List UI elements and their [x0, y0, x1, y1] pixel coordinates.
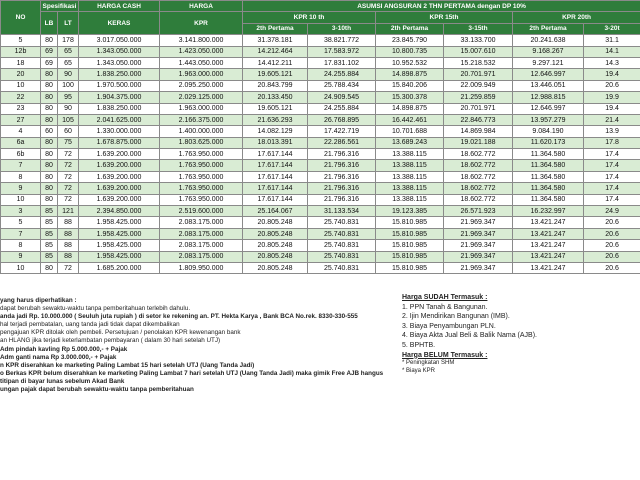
cell-lb: 85	[41, 240, 58, 251]
cell-kpr15-first: 13.689.243	[376, 137, 444, 148]
header-kpr15-rest: 3-15th	[444, 23, 513, 34]
cell-kpr15-rest: 18.602.772	[444, 149, 513, 160]
cell-harga-cash: 1.958.425.000	[79, 251, 160, 262]
cell-lt: 72	[58, 160, 79, 171]
cell-harga-cash: 1.639.200.000	[79, 171, 160, 182]
header-harga: HARGA	[160, 1, 243, 12]
cell-harga-cash: 1.838.250.000	[79, 103, 160, 114]
cell-kpr10-first: 20.133.450	[243, 92, 308, 103]
cell-no: 8	[1, 171, 41, 182]
header-no: NO	[1, 1, 41, 35]
table-row	[1, 92, 640, 103]
cell-no: 5	[1, 217, 41, 228]
cell-lb: 80	[41, 69, 58, 80]
cell-harga-cash: 1.343.050.000	[79, 46, 160, 57]
cell-lt: 100	[58, 80, 79, 91]
cell-harga-kpr: 1.963.000.000	[160, 69, 243, 80]
cell-kpr10-first: 18.013.391	[243, 137, 308, 148]
cell-kpr20-rest: 31.1	[584, 35, 640, 46]
cell-kpr10-rest: 25.740.831	[308, 228, 376, 239]
cell-kpr15-first: 15.810.985	[376, 240, 444, 251]
cell-kpr10-rest: 24.255.884	[308, 69, 376, 80]
cell-no: 6b	[1, 149, 41, 160]
table-row	[1, 171, 640, 182]
cell-harga-kpr: 1.803.625.000	[160, 137, 243, 148]
header-kpr10: KPR 10 th	[243, 12, 376, 23]
cell-kpr20-first: 9.084.190	[513, 126, 584, 137]
header-kpr10-first: 2th Pertama	[243, 23, 308, 34]
cell-kpr20-rest: 17.4	[584, 194, 640, 205]
included-item: 2. Ijin Mendirikan Bangunan (IMB).	[402, 313, 510, 321]
cell-kpr20-first: 20.241.638	[513, 35, 584, 46]
cell-harga-cash: 2.394.850.000	[79, 206, 160, 217]
cell-kpr20-first: 16.232.997	[513, 206, 584, 217]
cell-no: 20	[1, 69, 41, 80]
cell-kpr10-first: 14.082.129	[243, 126, 308, 137]
cell-no: 10	[1, 80, 41, 91]
header-kpr20-rest: 3-20t	[584, 23, 640, 34]
header-asumsi: ASUMSI ANGSURAN 2 THN PERTAMA dengan DP 10%	[243, 1, 640, 12]
included-item: 3. Biaya Penyambungan PLN.	[402, 322, 496, 330]
cell-kpr15-first: 15.810.985	[376, 251, 444, 262]
included-item: 5. BPHTB.	[402, 341, 436, 349]
cell-kpr15-rest: 15.218.532	[444, 57, 513, 68]
cell-lb: 69	[41, 46, 58, 57]
cell-lb: 85	[41, 251, 58, 262]
note-line: dapat berubah sewaktu-waktu tanpa pemberitahuan terlebih dahulu.	[0, 305, 191, 313]
cell-lt: 88	[58, 217, 79, 228]
cell-lt: 105	[58, 114, 79, 125]
cell-kpr15-rest: 14.869.984	[444, 126, 513, 137]
note-line: n KPR diserahkan ke marketing Paling Lambat 15 hari setelah UTJ (Uang Tanda Jadi)	[0, 361, 255, 369]
header-lb: LB	[41, 12, 58, 35]
table-row	[1, 46, 640, 57]
cell-kpr15-rest: 18.602.772	[444, 183, 513, 194]
cell-lb: 85	[41, 206, 58, 217]
cell-kpr10-rest: 21.796.316	[308, 183, 376, 194]
cell-harga-kpr: 1.443.050.000	[160, 57, 243, 68]
cell-kpr10-first: 17.617.144	[243, 160, 308, 171]
table-row	[1, 251, 640, 262]
cell-no: 7	[1, 160, 41, 171]
cell-harga-kpr: 2.029.125.000	[160, 92, 243, 103]
note-line: anda jadi Rp. 10.000.000 ( Seuluh juta rupiah ) di setor ke rekening an. PT. Hekta Karya , Bank BCA No.rek. 8330-330-555	[0, 313, 358, 321]
cell-harga-kpr: 1.763.950.000	[160, 149, 243, 160]
cell-kpr20-first: 13.421.247	[513, 262, 584, 273]
cell-kpr10-rest: 17.422.719	[308, 126, 376, 137]
cell-lt: 72	[58, 262, 79, 273]
cell-kpr10-rest: 21.796.316	[308, 160, 376, 171]
cell-kpr10-first: 25.164.067	[243, 206, 308, 217]
note-line: pengajuan KPR ditolak oleh pembeli. Persetujuan / penolakan KPR kewenangan bank	[0, 329, 241, 337]
cell-lt: 72	[58, 171, 79, 182]
cell-kpr15-rest: 15.007.610	[444, 46, 513, 57]
cell-kpr20-first: 11.620.173	[513, 137, 584, 148]
cell-kpr15-first: 13.388.115	[376, 183, 444, 194]
cell-harga-cash: 1.639.200.000	[79, 194, 160, 205]
header-kpr20: KPR 20th	[513, 12, 640, 23]
cell-lt: 72	[58, 194, 79, 205]
cell-harga-cash: 2.041.625.000	[79, 114, 160, 125]
cell-harga-kpr: 1.400.000.000	[160, 126, 243, 137]
note-line: titipan di bayar lunas sebelum Akad Bank	[0, 377, 125, 385]
cell-lb: 85	[41, 228, 58, 239]
cell-kpr15-rest: 20.701.971	[444, 103, 513, 114]
header-kpr15-first: 2th Pertama	[376, 23, 444, 34]
cell-kpr10-first: 20.805.248	[243, 240, 308, 251]
cell-kpr15-first: 10.701.688	[376, 126, 444, 137]
table-body	[1, 35, 640, 274]
cell-lb: 80	[41, 80, 58, 91]
cell-kpr15-first: 15.840.206	[376, 80, 444, 91]
cell-kpr15-rest: 21.969.347	[444, 240, 513, 251]
cell-lt: 72	[58, 149, 79, 160]
cell-kpr15-first: 15.810.985	[376, 228, 444, 239]
cell-kpr15-rest: 21.969.347	[444, 262, 513, 273]
cell-lt: 88	[58, 251, 79, 262]
cell-kpr15-rest: 22.846.773	[444, 114, 513, 125]
cell-lb: 80	[41, 149, 58, 160]
table-row	[1, 160, 640, 171]
cell-kpr20-first: 13.421.247	[513, 217, 584, 228]
cell-kpr20-rest: 21.4	[584, 114, 640, 125]
cell-kpr15-first: 10.800.735	[376, 46, 444, 57]
cell-harga-kpr: 2.166.375.000	[160, 114, 243, 125]
cell-kpr15-rest: 18.602.772	[444, 171, 513, 182]
cell-kpr15-first: 16.442.461	[376, 114, 444, 125]
table-row	[1, 114, 640, 125]
cell-kpr20-rest: 20.6	[584, 240, 640, 251]
cell-kpr20-rest: 20.6	[584, 251, 640, 262]
cell-kpr20-rest: 17.8	[584, 137, 640, 148]
cell-lt: 90	[58, 69, 79, 80]
cell-kpr15-first: 13.388.115	[376, 171, 444, 182]
table-row	[1, 35, 640, 46]
cell-kpr20-rest: 13.9	[584, 126, 640, 137]
cell-lt: 121	[58, 206, 79, 217]
cell-harga-cash: 1.958.425.000	[79, 217, 160, 228]
cell-kpr15-rest: 19.021.188	[444, 137, 513, 148]
cell-kpr10-first: 14.212.464	[243, 46, 308, 57]
table-row	[1, 149, 640, 160]
cell-kpr10-rest: 21.796.316	[308, 194, 376, 205]
cell-kpr20-first: 9.168.267	[513, 46, 584, 57]
header-spesifikasi: Spesifikasi	[41, 1, 79, 12]
cell-harga-cash: 1.904.375.000	[79, 92, 160, 103]
table-row	[1, 183, 640, 194]
cell-lb: 80	[41, 103, 58, 114]
cell-kpr20-first: 13.421.247	[513, 251, 584, 262]
cell-harga-kpr: 1.809.950.000	[160, 262, 243, 273]
table-row	[1, 80, 640, 91]
cell-no: 9	[1, 251, 41, 262]
cell-harga-cash: 1.685.200.000	[79, 262, 160, 273]
cell-harga-kpr: 2.083.175.000	[160, 217, 243, 228]
cell-kpr20-rest: 17.4	[584, 149, 640, 160]
cell-kpr15-first: 13.388.115	[376, 160, 444, 171]
cell-kpr15-rest: 18.602.772	[444, 160, 513, 171]
cell-kpr10-first: 17.617.144	[243, 171, 308, 182]
cell-no: 27	[1, 114, 41, 125]
table-row	[1, 228, 640, 239]
cell-no: 8	[1, 240, 41, 251]
cell-no: 10	[1, 262, 41, 273]
cell-lt: 88	[58, 240, 79, 251]
cell-kpr15-first: 14.898.875	[376, 103, 444, 114]
cell-kpr20-rest: 20.6	[584, 228, 640, 239]
cell-harga-kpr: 1.763.950.000	[160, 171, 243, 182]
cell-lt: 65	[58, 57, 79, 68]
note-line: Adm pindah kavling Rp 5.000.000,- + Pajak	[0, 345, 128, 353]
header-lt: LT	[58, 12, 79, 35]
cell-kpr20-rest: 17.4	[584, 160, 640, 171]
cell-kpr10-first: 21.636.293	[243, 114, 308, 125]
included-title: Harga SUDAH Termasuk :	[402, 294, 488, 301]
cell-kpr20-first: 12.646.997	[513, 103, 584, 114]
cell-kpr15-first: 13.388.115	[376, 149, 444, 160]
cell-no: 22	[1, 92, 41, 103]
cell-kpr20-first: 9.297.121	[513, 57, 584, 68]
cell-kpr20-first: 11.364.580	[513, 149, 584, 160]
cell-harga-kpr: 2.519.600.000	[160, 206, 243, 217]
cell-harga-cash: 1.838.250.000	[79, 69, 160, 80]
cell-no: 18	[1, 57, 41, 68]
note-line: an HLANG jika terjadi keterlambatan pembayaran ( dalam 30 hari setelah UTJ)	[0, 337, 221, 345]
cell-no: 6a	[1, 137, 41, 148]
cell-kpr20-first: 13.421.247	[513, 240, 584, 251]
cell-kpr10-first: 20.805.248	[243, 217, 308, 228]
cell-lb: 80	[41, 262, 58, 273]
cell-lb: 60	[41, 126, 58, 137]
cell-lt: 75	[58, 137, 79, 148]
cell-kpr10-first: 20.843.799	[243, 80, 308, 91]
cell-lb: 80	[41, 35, 58, 46]
cell-harga-kpr: 1.963.000.000	[160, 103, 243, 114]
cell-kpr10-first: 20.805.248	[243, 228, 308, 239]
cell-lt: 65	[58, 46, 79, 57]
cell-kpr20-first: 11.364.580	[513, 183, 584, 194]
cell-kpr15-first: 10.952.532	[376, 57, 444, 68]
cell-kpr20-first: 11.364.580	[513, 171, 584, 182]
cell-lb: 85	[41, 217, 58, 228]
cell-kpr20-first: 13.446.051	[513, 80, 584, 91]
table-row	[1, 57, 640, 68]
included-item: 1. PPN Tanah & Bangunan.	[402, 303, 488, 311]
cell-lt: 95	[58, 92, 79, 103]
header-kpr15: KPR 15th	[376, 12, 513, 23]
cell-harga-kpr: 2.083.175.000	[160, 240, 243, 251]
cell-harga-cash: 1.343.050.000	[79, 57, 160, 68]
cell-kpr10-first: 17.617.144	[243, 149, 308, 160]
cell-lb: 80	[41, 183, 58, 194]
cell-kpr15-rest: 18.602.772	[444, 194, 513, 205]
cell-kpr10-rest: 25.740.831	[308, 262, 376, 273]
header-kpr: KPR	[160, 12, 243, 35]
cell-kpr20-rest: 20.6	[584, 80, 640, 91]
cell-no: 7	[1, 228, 41, 239]
cell-harga-cash: 1.678.875.000	[79, 137, 160, 148]
table-row	[1, 206, 640, 217]
cell-kpr15-rest: 21.259.859	[444, 92, 513, 103]
cell-kpr15-first: 14.898.875	[376, 69, 444, 80]
cell-kpr20-rest: 19.4	[584, 69, 640, 80]
cell-kpr10-rest: 24.255.884	[308, 103, 376, 114]
cell-kpr20-first: 13.421.247	[513, 228, 584, 239]
cell-kpr10-rest: 38.821.772	[308, 35, 376, 46]
cell-kpr10-first: 14.412.211	[243, 57, 308, 68]
included-item: 4. Biaya Akta Jual Beli & Balik Nama (AJB).	[402, 332, 537, 340]
cell-kpr15-rest: 26.571.923	[444, 206, 513, 217]
header-harga-cash: HARGA CASH	[79, 1, 160, 12]
cell-harga-cash: 1.330.000.000	[79, 126, 160, 137]
cell-kpr20-rest: 19.9	[584, 92, 640, 103]
note-line: hal terjadi pembatalan, uang tanda jadi tidak dapat dikembalikan	[0, 321, 180, 329]
cell-lb: 80	[41, 171, 58, 182]
cell-kpr20-first: 13.957.279	[513, 114, 584, 125]
table-row	[1, 217, 640, 228]
cell-kpr20-rest: 17.4	[584, 171, 640, 182]
cell-kpr15-first: 15.300.378	[376, 92, 444, 103]
cell-kpr15-rest: 21.969.347	[444, 217, 513, 228]
cell-kpr15-rest: 21.969.347	[444, 228, 513, 239]
cell-lb: 80	[41, 114, 58, 125]
cell-kpr15-rest: 21.969.347	[444, 251, 513, 262]
table-row	[1, 240, 640, 251]
table-row	[1, 262, 640, 273]
cell-kpr10-first: 31.378.181	[243, 35, 308, 46]
cell-harga-kpr: 2.095.250.000	[160, 80, 243, 91]
cell-kpr10-first: 19.605.121	[243, 103, 308, 114]
cell-kpr10-first: 20.805.248	[243, 251, 308, 262]
cell-lt: 178	[58, 35, 79, 46]
cell-kpr20-rest: 20.6	[584, 262, 640, 273]
cell-kpr10-first: 17.617.144	[243, 194, 308, 205]
cell-lb: 80	[41, 92, 58, 103]
cell-lb: 80	[41, 160, 58, 171]
cell-kpr20-rest: 14.1	[584, 46, 640, 57]
header-kpr10-rest: 3-10th	[308, 23, 376, 34]
cell-kpr10-first: 20.805.248	[243, 262, 308, 273]
cell-kpr15-first: 23.845.790	[376, 35, 444, 46]
price-inclusions	[402, 293, 632, 375]
cell-kpr10-rest: 25.788.434	[308, 80, 376, 91]
cell-harga-kpr: 1.763.950.000	[160, 194, 243, 205]
note-line: Adm ganti nama Rp 3.000.000,- + Pajak	[0, 353, 117, 361]
cell-harga-cash: 1.958.425.000	[79, 228, 160, 239]
cell-no: 10	[1, 194, 41, 205]
cell-harga-kpr: 3.141.800.000	[160, 35, 243, 46]
cell-kpr20-first: 12.646.997	[513, 69, 584, 80]
cell-kpr20-rest: 24.9	[584, 206, 640, 217]
cell-harga-cash: 1.639.200.000	[79, 149, 160, 160]
cell-kpr20-rest: 14.3	[584, 57, 640, 68]
cell-kpr20-rest: 17.4	[584, 183, 640, 194]
table-row	[1, 103, 640, 114]
cell-harga-kpr: 1.423.050.000	[160, 46, 243, 57]
cell-lt: 90	[58, 103, 79, 114]
note-line: ungan pajak dapat berubah sewaktu-waktu tanpa pemberitahuan	[0, 386, 194, 394]
table-row	[1, 194, 640, 205]
table-row	[1, 126, 640, 137]
cell-lb: 69	[41, 57, 58, 68]
cell-lt: 88	[58, 228, 79, 239]
cell-harga-cash: 3.017.050.000	[79, 35, 160, 46]
cell-harga-cash: 1.639.200.000	[79, 183, 160, 194]
cell-kpr10-rest: 17.583.972	[308, 46, 376, 57]
notes-title: yang harus diperhatikan :	[0, 297, 77, 304]
cell-lb: 80	[41, 194, 58, 205]
cell-no: 23	[1, 103, 41, 114]
note-line: o Berkas KPR belum diserahkan ke marketing Paling Lambat 7 hari setelah UTJ (Uang Tanda Jadi) maka gimik Free AJB hangus	[0, 369, 384, 377]
cell-harga-kpr: 1.763.950.000	[160, 160, 243, 171]
cell-no: 4	[1, 126, 41, 137]
cell-harga-cash: 1.639.200.000	[79, 160, 160, 171]
cell-kpr15-rest: 20.701.971	[444, 69, 513, 80]
cell-kpr10-rest: 22.286.561	[308, 137, 376, 148]
cell-kpr15-first: 13.388.115	[376, 194, 444, 205]
cell-kpr20-first: 11.364.580	[513, 160, 584, 171]
cell-kpr15-first: 15.810.985	[376, 217, 444, 228]
cell-kpr15-rest: 33.133.700	[444, 35, 513, 46]
table-row	[1, 69, 640, 80]
cell-lt: 72	[58, 183, 79, 194]
cell-kpr20-first: 11.364.580	[513, 194, 584, 205]
cell-kpr20-first: 12.988.815	[513, 92, 584, 103]
cell-no: 9	[1, 183, 41, 194]
cell-kpr15-first: 19.123.385	[376, 206, 444, 217]
header-keras: KERAS	[79, 12, 160, 35]
cell-kpr10-first: 17.617.144	[243, 183, 308, 194]
cell-no: 12b	[1, 46, 41, 57]
cell-kpr10-rest: 21.796.316	[308, 171, 376, 182]
cell-no: 5	[1, 35, 41, 46]
cell-harga-kpr: 2.083.175.000	[160, 251, 243, 262]
excluded-item: * Peningkatan SHM	[402, 360, 455, 367]
cell-kpr10-rest: 25.740.831	[308, 251, 376, 262]
cell-kpr10-rest: 25.740.831	[308, 240, 376, 251]
cell-kpr20-rest: 20.6	[584, 217, 640, 228]
header-kpr20-first: 2th Pertama	[513, 23, 584, 34]
cell-kpr15-first: 15.810.985	[376, 262, 444, 273]
cell-lt: 60	[58, 126, 79, 137]
cell-lb: 80	[41, 137, 58, 148]
cell-harga-cash: 1.958.425.000	[79, 240, 160, 251]
cell-harga-cash: 1.970.500.000	[79, 80, 160, 91]
excluded-title: Harga BELUM Termasuk :	[402, 351, 488, 359]
cell-kpr10-rest: 24.909.545	[308, 92, 376, 103]
cell-kpr10-rest: 21.796.316	[308, 149, 376, 160]
cell-kpr10-first: 19.605.121	[243, 69, 308, 80]
cell-kpr15-rest: 22.009.949	[444, 80, 513, 91]
cell-kpr10-rest: 17.831.102	[308, 57, 376, 68]
cell-kpr10-rest: 31.133.534	[308, 206, 376, 217]
cell-no: 3	[1, 206, 41, 217]
cell-harga-kpr: 1.763.950.000	[160, 183, 243, 194]
excluded-item: * Biaya KPR	[402, 367, 436, 374]
cell-kpr10-rest: 25.740.831	[308, 217, 376, 228]
table-row	[1, 137, 640, 148]
cell-harga-kpr: 2.083.175.000	[160, 228, 243, 239]
cell-kpr20-rest: 19.4	[584, 103, 640, 114]
cell-kpr10-rest: 26.768.895	[308, 114, 376, 125]
notes-section	[0, 297, 400, 394]
